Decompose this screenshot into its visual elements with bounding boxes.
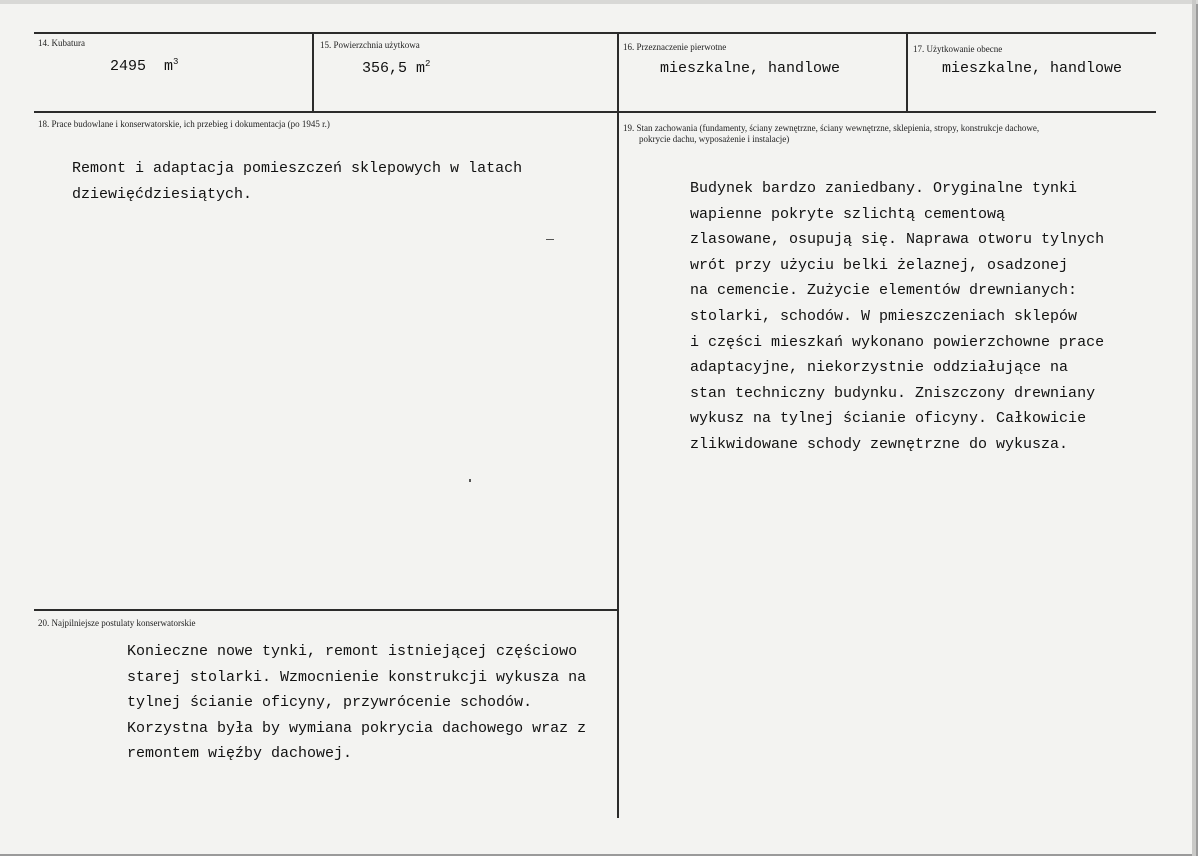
postulaty-line: remontem więźby dachowej. (127, 745, 353, 762)
stan-label-line2: pokrycie dachu, wyposażenie i instalacje) (639, 134, 790, 144)
kubatura-label: 14. Kubatura (38, 38, 85, 48)
stan-line: adaptacyjne, niekorzystnie oddziałujące na (690, 359, 1069, 377)
stan-line: stolarki, schodów. W pmieszczeniach sklepów (690, 307, 1078, 325)
powierzchnia-unit: m (416, 60, 426, 77)
stan-line: na cemencie. Zużycie elementów drewnianych: (690, 282, 1078, 300)
przeznaczenie-label: 16. Przeznaczenie pierwotne (623, 42, 727, 52)
uzytkowanie-value: mieszkalne, handlowe (942, 60, 1123, 77)
kubatura-number: 2495 (110, 58, 147, 75)
stan-line: stan techniczny budynku. Zniszczony drewniany (690, 384, 1096, 402)
postulaty-line: Korzystna była by wymiana pokrycia dachowego wraz z (127, 719, 587, 737)
card-right-edge (1192, 0, 1196, 856)
kubatura-unit-exponent: 3 (173, 57, 179, 67)
postulaty-line: tylnej ścianie oficyny, przywrócenie schodów. (127, 694, 533, 711)
scan-speck (469, 479, 471, 482)
stan-line: Budynek bardzo zaniedbany. Oryginalne tynki (690, 180, 1078, 197)
stan-line: zlasowane, osupują się. Naprawa otworu tylnych (690, 231, 1105, 249)
stan-line: i części mieszkań wykonano powierzchowne prace (690, 333, 1105, 351)
prace-line: dziewięćdziesiątych. (72, 186, 253, 203)
powierzchnia-number: 356,5 (362, 60, 408, 77)
stan-text (690, 176, 1115, 458)
kubatura-unit: m (164, 58, 174, 75)
section20-top-rule (34, 609, 618, 611)
postulaty-text (127, 639, 622, 767)
row1-bottom-rule (34, 111, 1156, 113)
kubatura-value (110, 57, 178, 75)
card-top-edge (0, 0, 1198, 4)
przeznaczenie-value: mieszkalne, handlowe (660, 60, 841, 77)
divider-16-17 (906, 32, 908, 112)
prace-text (72, 156, 612, 208)
stan-line: wapienne pokryte szlichtą cementową (690, 205, 1006, 223)
stan-line: wykusz na tylnej ścianie oficyny. Całkowicie (690, 410, 1087, 428)
postulaty-label: 20. Najpilniejsze postulaty konserwatorskie (38, 618, 196, 628)
postulaty-line: starej stolarki. Wzmocnienie konstrukcji wykusza na (127, 668, 587, 686)
scan-speck (546, 239, 554, 240)
uzytkowanie-label: 17. Użytkowanie obecne (913, 44, 1003, 54)
prace-label: 18. Prace budowlane i konserwatorskie, ich przebieg i dokumentacja (po 1945 r.) (38, 119, 330, 129)
stan-label-line1: 19. Stan zachowania (fundamenty, ściany zewnętrzne, ściany wewnętrzne, sklepienia, stropy, konstrukcje dachowe, (623, 123, 1040, 133)
powierzchnia-value (362, 59, 430, 77)
top-rule (34, 32, 1156, 34)
divider-14-15 (312, 32, 314, 112)
postulaty-line: Konieczne nowe tynki, remont istniejącej częściowo (127, 643, 578, 660)
stan-line: wrót przy użyciu belki żelaznej, osadzonej (690, 256, 1069, 274)
powierzchnia-unit-exponent: 2 (425, 59, 431, 69)
prace-line: Remont i adaptacja pomieszczeń sklepowych w latach (72, 160, 523, 177)
powierzchnia-label: 15. Powierzchnia użytkowa (320, 40, 420, 50)
stan-line: zlikwidowane schody zewnętrzne do wykusza. (690, 435, 1069, 453)
